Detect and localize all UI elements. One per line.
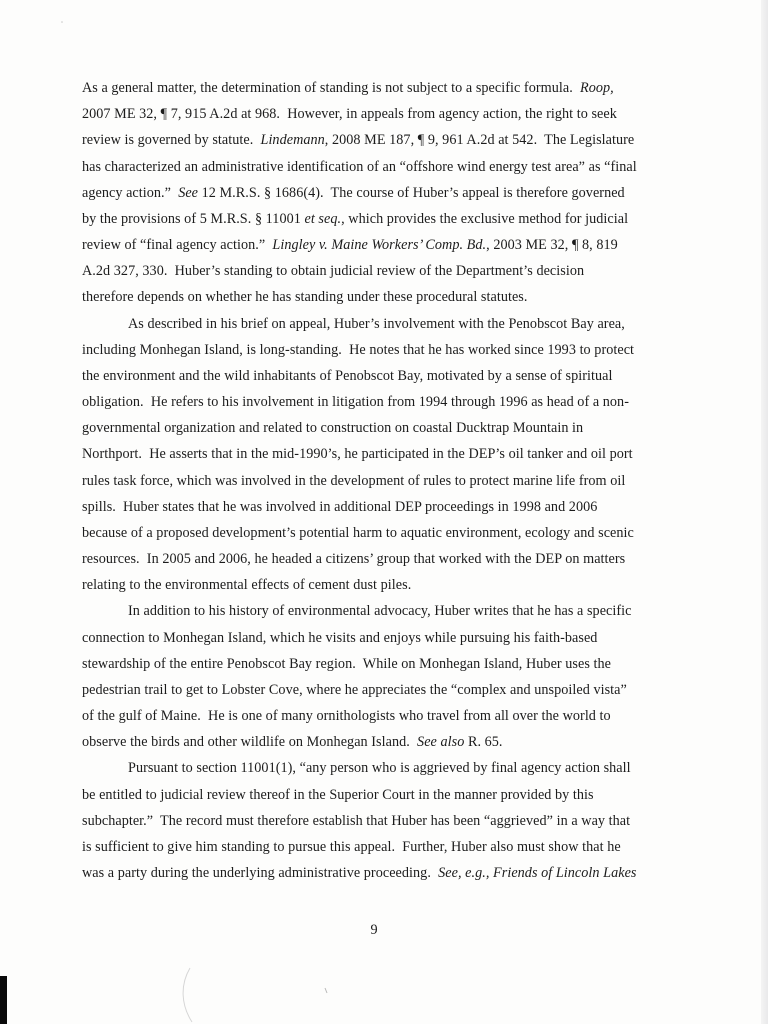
text-line — [82, 838, 621, 856]
text-run: Northport. He asserts that in the mid-1990’s, he participated in the DEP’s oil tanker and oil port — [82, 446, 633, 463]
text-line — [82, 158, 637, 176]
text-run: agency action.” — [82, 184, 179, 201]
text-line — [82, 79, 614, 97]
text-run: Pursuant to section 11001(1), “any person who is aggrieved by final agency action shall — [128, 760, 631, 777]
text-run: 2007 ME 32, ¶ 7, 915 A.2d at 968. However, in appeals from agency action, the right to seek — [82, 106, 617, 123]
text-line — [82, 550, 625, 568]
text-run: relating to the environmental effects of cement dust piles. — [82, 577, 412, 594]
text-line — [82, 472, 625, 490]
text-run: In addition to his history of environmental advocacy, Huber writes that he has a specific — [128, 603, 632, 620]
italic-citation: et seq. — [304, 210, 342, 227]
text-line — [82, 786, 594, 804]
text-run: R. 65. — [464, 734, 503, 751]
text-line — [128, 759, 631, 777]
text-run: has characterized an administrative identification of an “offshore wind energy test area” as “final — [82, 158, 637, 175]
text-run: be entitled to judicial review thereof in the Superior Court in the manner provided by this — [82, 786, 594, 803]
italic-citation: Roop, — [579, 80, 614, 96]
text-line — [82, 812, 630, 830]
text-line — [82, 707, 611, 725]
text-line — [128, 315, 625, 333]
text-run: governmental organization and related to construction on coastal Ducktrap Mountain in — [82, 420, 584, 437]
text-run: As a general matter, the determination of standing is not subject to a specific formula. — [82, 80, 580, 96]
text-line — [82, 367, 612, 385]
text-run: , which provides the exclusive method for judicial — [341, 210, 629, 227]
text-line — [82, 498, 597, 516]
text-line — [82, 210, 628, 228]
text-run: subchapter.” The record must therefore establish that Huber has been “aggrieved” in a way that — [82, 812, 631, 829]
text-line — [82, 288, 527, 306]
text-run: , 2008 ME 187, ¶ 9, 961 A.2d at 542. The Legislature — [324, 132, 635, 149]
text-run: resources. In 2005 and 2006, he headed a citizens’ group that worked with the DEP on matters — [82, 551, 626, 568]
text-run: was a party during the underlying administrative proceeding. — [82, 865, 439, 882]
text-run: review of “final agency action.” — [82, 237, 273, 253]
text-line — [82, 524, 634, 542]
text-line — [82, 655, 611, 673]
text-line — [82, 445, 633, 463]
text-line — [82, 733, 503, 751]
italic-citation: See also — [417, 734, 465, 751]
text-run: 12 M.R.S. § 1686(4). The course of Huber’s appeal is therefore governed — [198, 184, 625, 201]
text-line — [82, 629, 597, 647]
text-run: pedestrian trail to get to Lobster Cove, where he appreciates the “complex and unspoiled vista” — [82, 681, 627, 698]
text-line — [82, 393, 629, 411]
scan-right-edge — [761, 0, 768, 1024]
text-line — [82, 419, 583, 437]
text-run: stewardship of the entire Penobscot Bay region. While on Monhegan Island, Huber uses the — [82, 655, 612, 672]
text-line — [82, 341, 634, 359]
text-run: review is governed by statute. — [82, 132, 261, 149]
text-run: As described in his brief on appeal, Huber’s involvement with the Penobscot Bay area, — [128, 315, 625, 332]
text-line — [128, 602, 632, 620]
text-run: the environment and the wild inhabitants of Penobscot Bay, motivated by a sense of spiritual — [82, 367, 613, 384]
text-run: obligation. He refers to his involvement in litigation from 1994 through 1996 as head of a non- — [82, 394, 629, 410]
text-line — [82, 131, 634, 149]
text-run: of the gulf of Maine. He is one of many ornithologists who travel from all over the world to — [82, 708, 611, 725]
text-run: because of a proposed development’s potential harm to aquatic environment, ecology and scenic — [82, 524, 634, 541]
text-line — [82, 236, 618, 254]
text-line — [82, 184, 625, 202]
scan-edge-mark — [0, 976, 7, 1024]
text-run: spills. Huber states that he was involved in additional DEP proceedings in 1998 and 2006 — [82, 498, 598, 515]
text-run: connection to Monhegan Island, which he visits and enjoys while pursuing his faith-based — [82, 629, 598, 646]
italic-citation: Lingley v. Maine Workers’ Comp. Bd. — [272, 237, 487, 253]
text-run: therefore depends on whether he has standing under these procedural statutes. — [82, 289, 528, 306]
text-line — [82, 681, 627, 699]
text-run: observe the birds and other wildlife on Monhegan Island. — [82, 734, 418, 751]
text-line — [82, 864, 637, 882]
text-run: A.2d 327, 330. Huber’s standing to obtain judicial review of the Department’s decision — [82, 263, 585, 280]
text-run: including Monhegan Island, is long-standing. He notes that he has worked since 1993 to protect — [82, 341, 635, 358]
text-run: rules task force, which was involved in the development of rules to protect marine life from oil — [82, 472, 626, 489]
italic-citation: See, e.g., Friends of Lincoln Lakes — [438, 865, 637, 882]
text-line — [82, 105, 617, 123]
text-line — [82, 262, 584, 280]
text-line — [82, 576, 411, 594]
text-run: , 2003 ME 32, ¶ 8, 819 — [486, 237, 618, 253]
page-number: 9 — [370, 922, 378, 938]
text-run: is sufficient to give him standing to pursue this appeal. Further, Huber also must show that he — [82, 838, 621, 855]
italic-citation: Lindemann — [260, 132, 325, 149]
text-run: by the provisions of 5 M.R.S. § 11001 — [82, 210, 305, 227]
italic-citation: See — [178, 184, 199, 201]
